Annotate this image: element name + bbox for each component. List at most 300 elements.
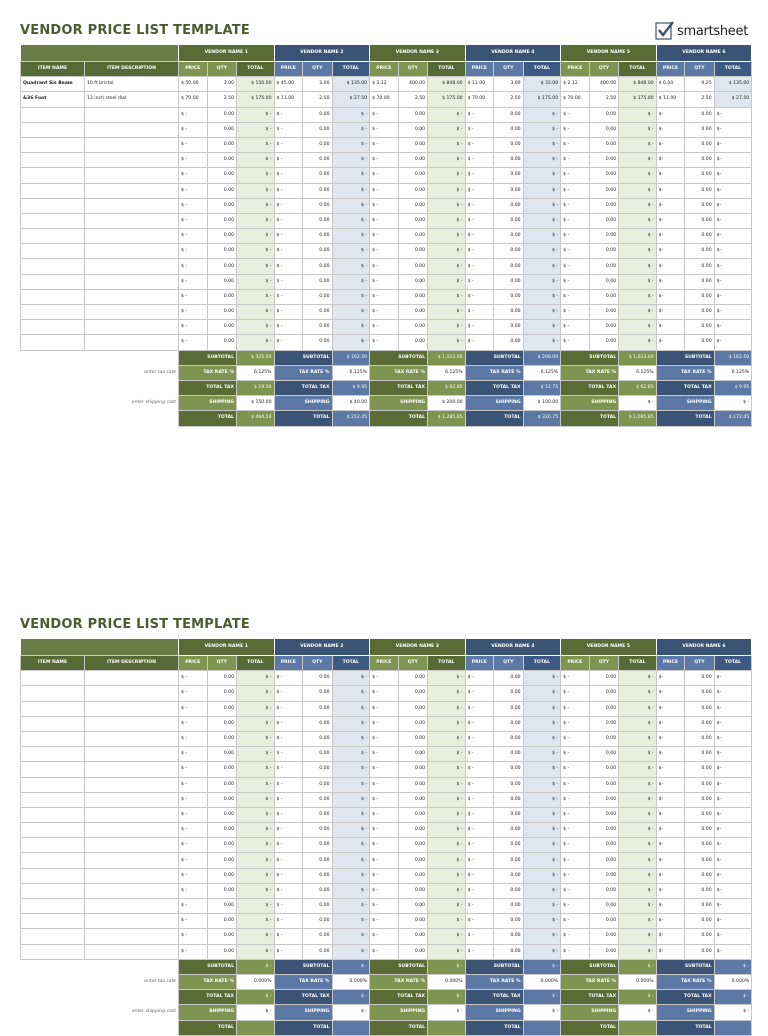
qty-cell[interactable]: 0.00 — [398, 244, 428, 259]
qty-cell[interactable]: 0.00 — [303, 747, 333, 762]
qty-cell[interactable]: 0.00 — [303, 838, 333, 853]
price-cell[interactable]: $ - — [179, 229, 208, 244]
item-name-cell[interactable] — [21, 259, 85, 274]
price-cell[interactable]: $ - — [370, 807, 399, 822]
price-cell[interactable]: $- — [656, 944, 685, 959]
price-cell[interactable]: $ - — [465, 792, 494, 807]
qty-cell[interactable]: 0.00 — [398, 198, 428, 213]
price-cell[interactable]: $ 45.00 — [274, 77, 303, 92]
price-cell[interactable]: $- — [656, 274, 685, 289]
qty-cell[interactable]: 0.00 — [207, 823, 237, 838]
price-cell[interactable]: $ - — [465, 838, 494, 853]
price-cell[interactable]: $ - — [179, 792, 208, 807]
vendor-name-2[interactable]: VENDOR NAME 2 — [274, 45, 370, 62]
qty-cell[interactable]: 0.00 — [303, 701, 333, 716]
item-name-cell[interactable] — [21, 792, 85, 807]
price-cell[interactable]: $ - — [179, 168, 208, 183]
value-shipping[interactable]: $ - — [523, 1005, 561, 1020]
price-cell[interactable]: $ - — [179, 137, 208, 152]
price-cell[interactable]: $ - — [370, 731, 399, 746]
qty-cell[interactable]: 0.00 — [494, 914, 524, 929]
item-name-cell[interactable] — [21, 899, 85, 914]
qty-cell[interactable]: 0.00 — [685, 671, 715, 686]
qty-cell[interactable]: 3.00 — [303, 77, 333, 92]
price-cell[interactable]: $ - — [561, 229, 590, 244]
item-description-cell[interactable] — [85, 777, 179, 792]
item-name-cell[interactable] — [21, 853, 85, 868]
price-cell[interactable]: $- — [656, 671, 685, 686]
qty-cell[interactable]: 0.00 — [589, 701, 619, 716]
price-cell[interactable]: $ 70.00 — [370, 92, 399, 107]
price-cell[interactable]: $ - — [561, 335, 590, 350]
qty-cell[interactable]: 0.00 — [398, 853, 428, 868]
qty-cell[interactable]: 0.00 — [398, 838, 428, 853]
price-cell[interactable]: $ - — [370, 168, 399, 183]
qty-cell[interactable]: 0.00 — [589, 944, 619, 959]
qty-cell[interactable]: 0.00 — [207, 244, 237, 259]
price-cell[interactable]: $- — [656, 731, 685, 746]
qty-cell[interactable]: 0.00 — [589, 853, 619, 868]
value-tax-rate[interactable]: 0.000% — [428, 974, 466, 989]
price-cell[interactable]: $ - — [274, 198, 303, 213]
price-cell[interactable]: $ - — [179, 777, 208, 792]
price-cell[interactable]: $ - — [179, 198, 208, 213]
vendor-name-1[interactable]: VENDOR NAME 1 — [179, 45, 275, 62]
qty-cell[interactable]: 0.00 — [207, 320, 237, 335]
item-description-cell[interactable] — [85, 168, 179, 183]
vendor-name-1[interactable]: VENDOR NAME 1 — [179, 639, 275, 656]
price-cell[interactable]: $ - — [179, 823, 208, 838]
price-cell[interactable]: $ - — [561, 259, 590, 274]
qty-cell[interactable]: 0.00 — [494, 305, 524, 320]
vendor-name-4[interactable]: VENDOR NAME 4 — [465, 639, 561, 656]
price-cell[interactable]: $ - — [370, 883, 399, 898]
price-cell[interactable]: $ - — [274, 701, 303, 716]
qty-cell[interactable]: 0.00 — [398, 320, 428, 335]
qty-cell[interactable]: 0.00 — [207, 792, 237, 807]
qty-cell[interactable]: 0.00 — [589, 198, 619, 213]
qty-cell[interactable]: 0.00 — [685, 320, 715, 335]
price-cell[interactable]: $ - — [561, 686, 590, 701]
qty-cell[interactable]: 3.00 — [494, 77, 524, 92]
price-cell[interactable]: $ - — [465, 944, 494, 959]
item-description-cell[interactable] — [85, 914, 179, 929]
item-description-cell[interactable] — [85, 716, 179, 731]
price-cell[interactable]: $ - — [370, 320, 399, 335]
qty-cell[interactable]: 0.00 — [207, 701, 237, 716]
qty-cell[interactable]: 0.00 — [589, 244, 619, 259]
value-shipping[interactable]: $ 40.00 — [332, 396, 370, 411]
qty-cell[interactable]: 2.50 — [303, 92, 333, 107]
price-cell[interactable]: $ - — [465, 320, 494, 335]
item-name-cell[interactable] — [21, 929, 85, 944]
qty-cell[interactable]: 0.00 — [685, 838, 715, 853]
item-description-cell[interactable] — [85, 929, 179, 944]
price-cell[interactable]: $ - — [179, 929, 208, 944]
qty-cell[interactable]: 0.00 — [207, 671, 237, 686]
qty-cell[interactable]: 400.00 — [398, 77, 428, 92]
price-cell[interactable]: $ - — [179, 807, 208, 822]
value-shipping[interactable]: $ - — [714, 1005, 752, 1020]
price-cell[interactable]: $ - — [370, 701, 399, 716]
qty-cell[interactable]: 0.00 — [303, 122, 333, 137]
qty-cell[interactable]: 0.00 — [303, 853, 333, 868]
price-cell[interactable]: $ - — [274, 762, 303, 777]
price-cell[interactable]: $ - — [274, 229, 303, 244]
price-cell[interactable]: $ - — [561, 122, 590, 137]
item-name-cell[interactable] — [21, 807, 85, 822]
price-cell[interactable]: $ - — [561, 274, 590, 289]
qty-cell[interactable]: 0.00 — [207, 229, 237, 244]
qty-cell[interactable]: 0.00 — [207, 944, 237, 959]
price-cell[interactable]: $ - — [561, 868, 590, 883]
qty-cell[interactable]: 0.00 — [589, 183, 619, 198]
price-cell[interactable]: $ - — [179, 853, 208, 868]
vendor-name-5[interactable]: VENDOR NAME 5 — [561, 639, 657, 656]
item-description-cell[interactable] — [85, 899, 179, 914]
price-cell[interactable]: $ - — [465, 229, 494, 244]
qty-cell[interactable]: 0.00 — [685, 183, 715, 198]
item-description-cell[interactable] — [85, 198, 179, 213]
qty-cell[interactable]: 0.00 — [207, 107, 237, 122]
qty-cell[interactable]: 0.00 — [685, 107, 715, 122]
price-cell[interactable]: $- — [656, 807, 685, 822]
price-cell[interactable]: $- — [656, 929, 685, 944]
price-cell[interactable]: $ - — [274, 137, 303, 152]
qty-cell[interactable]: 0.00 — [685, 777, 715, 792]
price-cell[interactable]: $- — [656, 853, 685, 868]
qty-cell[interactable]: 0.00 — [207, 259, 237, 274]
qty-cell[interactable]: 0.00 — [494, 686, 524, 701]
price-cell[interactable]: $- — [656, 198, 685, 213]
vendor-name-6[interactable]: VENDOR NAME 6 — [656, 45, 752, 62]
qty-cell[interactable]: 0.00 — [207, 868, 237, 883]
qty-cell[interactable]: 0.00 — [207, 153, 237, 168]
qty-cell[interactable]: 0.00 — [398, 701, 428, 716]
item-description-cell[interactable] — [85, 762, 179, 777]
qty-cell[interactable]: 0.00 — [303, 168, 333, 183]
qty-cell[interactable]: 0.00 — [303, 823, 333, 838]
qty-cell[interactable]: 0.00 — [685, 259, 715, 274]
price-cell[interactable]: $ - — [274, 807, 303, 822]
price-cell[interactable]: $ - — [274, 274, 303, 289]
price-cell[interactable]: $- — [656, 335, 685, 350]
qty-cell[interactable]: 0.00 — [494, 137, 524, 152]
price-cell[interactable]: $ - — [465, 868, 494, 883]
price-cell[interactable]: $ - — [465, 731, 494, 746]
price-cell[interactable]: $ - — [561, 137, 590, 152]
qty-cell[interactable]: 0.00 — [494, 838, 524, 853]
price-cell[interactable]: $- — [656, 137, 685, 152]
value-tax-rate[interactable]: 0.000% — [619, 974, 657, 989]
qty-cell[interactable]: 0.00 — [398, 229, 428, 244]
qty-cell[interactable]: 0.00 — [303, 762, 333, 777]
price-cell[interactable]: $ - — [561, 823, 590, 838]
price-cell[interactable]: $- — [656, 838, 685, 853]
item-name-cell[interactable] — [21, 914, 85, 929]
qty-cell[interactable]: 0.00 — [685, 853, 715, 868]
qty-cell[interactable]: 0.00 — [303, 183, 333, 198]
price-cell[interactable]: $- — [656, 305, 685, 320]
qty-cell[interactable]: 0.00 — [685, 807, 715, 822]
qty-cell[interactable]: 0.00 — [589, 168, 619, 183]
qty-cell[interactable]: 0.00 — [398, 747, 428, 762]
price-cell[interactable]: $ - — [179, 747, 208, 762]
qty-cell[interactable]: 0.00 — [207, 838, 237, 853]
price-cell[interactable]: $ - — [465, 274, 494, 289]
vendor-name-4[interactable]: VENDOR NAME 4 — [465, 45, 561, 62]
price-cell[interactable]: $ 70.00 — [465, 92, 494, 107]
qty-cell[interactable]: 0.00 — [398, 914, 428, 929]
qty-cell[interactable]: 0.00 — [685, 701, 715, 716]
item-name-cell[interactable] — [21, 944, 85, 959]
qty-cell[interactable]: 0.00 — [207, 716, 237, 731]
price-cell[interactable]: $ - — [561, 107, 590, 122]
value-tax-rate[interactable]: 6.125% — [523, 365, 561, 380]
qty-cell[interactable]: 0.00 — [494, 259, 524, 274]
price-cell[interactable]: $ 6.00 — [656, 77, 685, 92]
price-cell[interactable]: $ - — [561, 183, 590, 198]
price-cell[interactable]: $- — [656, 183, 685, 198]
price-cell[interactable]: $- — [656, 716, 685, 731]
vendor-name-3[interactable]: VENDOR NAME 3 — [370, 45, 466, 62]
qty-cell[interactable]: 0.00 — [207, 274, 237, 289]
price-cell[interactable]: $ - — [274, 289, 303, 304]
qty-cell[interactable]: 0.00 — [494, 944, 524, 959]
qty-cell[interactable]: 0.00 — [589, 747, 619, 762]
price-cell[interactable]: $ - — [465, 213, 494, 228]
item-name-cell[interactable] — [21, 198, 85, 213]
qty-cell[interactable]: 0.00 — [398, 122, 428, 137]
item-name-cell[interactable] — [21, 838, 85, 853]
price-cell[interactable]: $ 50.00 — [179, 77, 208, 92]
qty-cell[interactable]: 0.00 — [589, 671, 619, 686]
qty-cell[interactable]: 0.00 — [207, 731, 237, 746]
qty-cell[interactable]: 0.00 — [494, 929, 524, 944]
qty-cell[interactable]: 0.00 — [398, 762, 428, 777]
price-cell[interactable]: $ - — [179, 701, 208, 716]
price-cell[interactable]: $ - — [465, 168, 494, 183]
qty-cell[interactable]: 0.00 — [398, 335, 428, 350]
item-description-cell[interactable] — [85, 107, 179, 122]
price-cell[interactable]: $ - — [561, 198, 590, 213]
qty-cell[interactable]: 0.00 — [303, 320, 333, 335]
item-name-cell[interactable] — [21, 883, 85, 898]
qty-cell[interactable]: 0.00 — [494, 320, 524, 335]
price-cell[interactable]: $ - — [465, 289, 494, 304]
value-shipping[interactable]: $ - — [428, 1005, 466, 1020]
price-cell[interactable]: $ - — [179, 274, 208, 289]
vendor-name-5[interactable]: VENDOR NAME 5 — [561, 45, 657, 62]
qty-cell[interactable]: 2.50 — [589, 92, 619, 107]
price-cell[interactable]: $ - — [370, 305, 399, 320]
price-cell[interactable]: $ - — [179, 289, 208, 304]
qty-cell[interactable]: 0.00 — [589, 335, 619, 350]
qty-cell[interactable]: 0.00 — [494, 807, 524, 822]
price-cell[interactable]: $ - — [465, 823, 494, 838]
item-description-cell[interactable] — [85, 213, 179, 228]
qty-cell[interactable]: 0.00 — [589, 929, 619, 944]
price-cell[interactable]: $ - — [274, 168, 303, 183]
qty-cell[interactable]: 0.00 — [589, 823, 619, 838]
price-cell[interactable]: $ - — [465, 762, 494, 777]
qty-cell[interactable]: 2.50 — [494, 92, 524, 107]
qty-cell[interactable]: 0.00 — [685, 305, 715, 320]
price-cell[interactable]: $ - — [179, 671, 208, 686]
qty-cell[interactable]: 0.00 — [589, 137, 619, 152]
price-cell[interactable]: $ - — [561, 213, 590, 228]
qty-cell[interactable]: 0.00 — [589, 777, 619, 792]
qty-cell[interactable]: 0.00 — [494, 716, 524, 731]
item-name-cell[interactable] — [21, 868, 85, 883]
price-cell[interactable]: $ - — [179, 914, 208, 929]
qty-cell[interactable]: 0.00 — [207, 914, 237, 929]
qty-cell[interactable]: 0.00 — [685, 716, 715, 731]
price-cell[interactable]: $ - — [561, 914, 590, 929]
qty-cell[interactable]: 9.25 — [685, 77, 715, 92]
price-cell[interactable]: $ - — [370, 289, 399, 304]
price-cell[interactable]: $ - — [274, 107, 303, 122]
qty-cell[interactable]: 0.00 — [685, 686, 715, 701]
qty-cell[interactable]: 0.00 — [685, 944, 715, 959]
price-cell[interactable]: $ - — [561, 762, 590, 777]
price-cell[interactable]: $- — [656, 153, 685, 168]
item-description-cell[interactable] — [85, 838, 179, 853]
qty-cell[interactable]: 0.00 — [398, 929, 428, 944]
value-shipping[interactable]: $ - — [237, 1005, 275, 1020]
qty-cell[interactable]: 0.00 — [685, 122, 715, 137]
price-cell[interactable]: $- — [656, 868, 685, 883]
item-name-cell[interactable] — [21, 686, 85, 701]
qty-cell[interactable]: 0.00 — [207, 807, 237, 822]
price-cell[interactable]: $ - — [561, 305, 590, 320]
price-cell[interactable]: $ - — [465, 899, 494, 914]
qty-cell[interactable]: 0.00 — [494, 168, 524, 183]
price-cell[interactable]: $ - — [179, 305, 208, 320]
qty-cell[interactable]: 0.00 — [303, 153, 333, 168]
item-description-cell[interactable] — [85, 229, 179, 244]
qty-cell[interactable]: 0.00 — [685, 762, 715, 777]
item-description-cell[interactable] — [85, 289, 179, 304]
item-name-cell[interactable] — [21, 244, 85, 259]
price-cell[interactable]: $ - — [465, 777, 494, 792]
qty-cell[interactable]: 0.00 — [589, 107, 619, 122]
price-cell[interactable]: $ - — [465, 701, 494, 716]
qty-cell[interactable]: 0.00 — [398, 731, 428, 746]
price-cell[interactable]: $ - — [465, 883, 494, 898]
qty-cell[interactable]: 0.00 — [589, 305, 619, 320]
qty-cell[interactable]: 0.00 — [303, 274, 333, 289]
qty-cell[interactable]: 0.00 — [303, 914, 333, 929]
price-cell[interactable]: $ - — [274, 122, 303, 137]
item-description-cell[interactable] — [85, 671, 179, 686]
qty-cell[interactable]: 0.00 — [303, 868, 333, 883]
price-cell[interactable]: $ - — [561, 289, 590, 304]
price-cell[interactable]: $ - — [179, 868, 208, 883]
price-cell[interactable]: $ - — [370, 259, 399, 274]
qty-cell[interactable]: 0.00 — [207, 883, 237, 898]
qty-cell[interactable]: 0.00 — [685, 198, 715, 213]
price-cell[interactable]: $ - — [370, 686, 399, 701]
value-shipping[interactable]: $ 150.00 — [237, 396, 275, 411]
qty-cell[interactable]: 0.00 — [207, 305, 237, 320]
price-cell[interactable]: $ - — [274, 899, 303, 914]
qty-cell[interactable]: 0.00 — [494, 762, 524, 777]
price-cell[interactable]: $ 2.12 — [370, 77, 399, 92]
qty-cell[interactable]: 0.00 — [207, 122, 237, 137]
price-cell[interactable]: $ - — [274, 686, 303, 701]
qty-cell[interactable]: 0.00 — [589, 686, 619, 701]
qty-cell[interactable]: 0.00 — [589, 289, 619, 304]
price-cell[interactable]: $ - — [274, 747, 303, 762]
item-name-cell[interactable] — [21, 716, 85, 731]
qty-cell[interactable]: 0.00 — [303, 716, 333, 731]
qty-cell[interactable]: 0.00 — [303, 335, 333, 350]
qty-cell[interactable]: 2.50 — [398, 92, 428, 107]
price-cell[interactable]: $ - — [370, 914, 399, 929]
qty-cell[interactable]: 0.00 — [398, 168, 428, 183]
price-cell[interactable]: $ - — [465, 244, 494, 259]
qty-cell[interactable]: 0.00 — [303, 259, 333, 274]
item-description-cell[interactable]: 13 inch steel dial — [85, 92, 179, 107]
qty-cell[interactable]: 0.00 — [398, 153, 428, 168]
price-cell[interactable]: $ - — [370, 868, 399, 883]
price-cell[interactable]: $ - — [465, 137, 494, 152]
qty-cell[interactable]: 0.00 — [398, 305, 428, 320]
qty-cell[interactable]: 0.00 — [589, 792, 619, 807]
item-name-cell[interactable] — [21, 762, 85, 777]
item-description-cell[interactable] — [85, 747, 179, 762]
price-cell[interactable]: $ - — [465, 183, 494, 198]
price-cell[interactable]: $ - — [370, 274, 399, 289]
qty-cell[interactable]: 0.00 — [398, 274, 428, 289]
price-cell[interactable]: $ - — [370, 747, 399, 762]
qty-cell[interactable]: 0.00 — [207, 335, 237, 350]
price-cell[interactable]: $ 70.00 — [561, 92, 590, 107]
price-cell[interactable]: $ - — [561, 701, 590, 716]
qty-cell[interactable]: 0.00 — [589, 259, 619, 274]
price-cell[interactable]: $ - — [561, 899, 590, 914]
qty-cell[interactable]: 0.00 — [685, 899, 715, 914]
value-tax-rate[interactable]: 6.125% — [332, 365, 370, 380]
qty-cell[interactable]: 0.00 — [494, 868, 524, 883]
price-cell[interactable]: $ - — [561, 883, 590, 898]
qty-cell[interactable]: 0.00 — [589, 122, 619, 137]
qty-cell[interactable]: 0.00 — [589, 320, 619, 335]
item-name-cell[interactable] — [21, 731, 85, 746]
price-cell[interactable]: $ - — [370, 213, 399, 228]
item-name-cell[interactable] — [21, 671, 85, 686]
price-cell[interactable]: $ - — [179, 944, 208, 959]
price-cell[interactable]: $ - — [465, 716, 494, 731]
item-description-cell[interactable] — [85, 731, 179, 746]
price-cell[interactable]: $ - — [179, 153, 208, 168]
qty-cell[interactable]: 0.00 — [685, 747, 715, 762]
price-cell[interactable]: $ - — [179, 213, 208, 228]
item-description-cell[interactable] — [85, 944, 179, 959]
price-cell[interactable]: $ - — [370, 716, 399, 731]
qty-cell[interactable]: 0.00 — [494, 289, 524, 304]
price-cell[interactable]: $ - — [465, 686, 494, 701]
value-shipping[interactable]: $ - — [619, 1005, 657, 1020]
price-cell[interactable]: $- — [656, 107, 685, 122]
price-cell[interactable]: $ - — [274, 320, 303, 335]
qty-cell[interactable]: 0.00 — [494, 244, 524, 259]
price-cell[interactable]: $ - — [561, 747, 590, 762]
qty-cell[interactable]: 0.00 — [494, 777, 524, 792]
price-cell[interactable]: $ - — [370, 198, 399, 213]
qty-cell[interactable]: 0.00 — [303, 792, 333, 807]
